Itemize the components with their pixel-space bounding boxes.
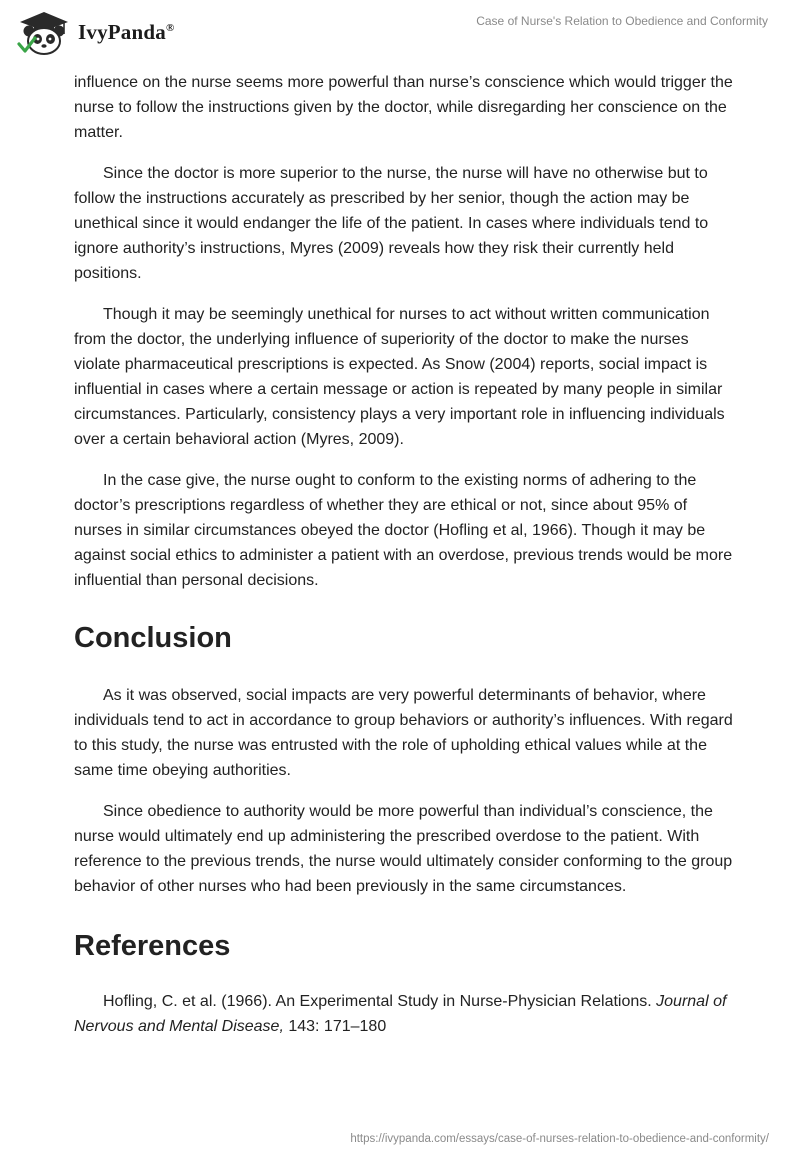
conclusion-heading: Conclusion: [74, 622, 232, 654]
source-url[interactable]: https://ivypanda.com/essays/case-of-nurses-relation-to-obedience-and-conformity/: [350, 1133, 769, 1145]
body-paragraph: Though it may be seemingly unethical for nurses to act without written communication from the doctor, the underlying influence of superiority of the doctor to make the nurses violate pharmaceutical prescriptions is expected. As Snow (2004) reports, social impact is influential in cases where a certain message or action is repeated by many people in similar circumstances. Particularly, consistency plays a very important role in influencing individuals over a certain behavioral action (Myres, 2009).: [74, 306, 725, 448]
essay-content: [74, 70, 734, 1039]
body-paragraph: In the case give, the nurse ought to conform to the existing norms of adhering to the doctor’s prescriptions regardless of whether they are ethical or not, since about 95% of nurses in similar circumstances obeyed the doctor (Hofling et al, 1966). Though it may be against social ethics to administer a patient with an overdose, previous trends would be more influential than personal decisions.: [74, 472, 733, 589]
document-title: Case of Nurse's Relation to Obedience and Conformity: [476, 14, 768, 28]
conclusion-paragraph: Since obedience to authority would be more powerful than individual’s conscience, the nurse would ultimately end up administering the prescribed overdose to the patient. With reference to the previous trends, the nurse would ultimately consider conforming to the group behavior of other nurses who had been previously in the same circumstances.: [74, 803, 733, 895]
page-header: [0, 0, 800, 64]
conclusion-paragraph: As it was observed, social impacts are very powerful determinants of behavior, where individuals tend to act in accordance to group behaviors or authority’s influences. With regard to this study, the nurse was entrusted with the role of upholding ethical values while at the same time obeying authorities.: [74, 687, 733, 779]
body-paragraph: Since the doctor is more superior to the nurse, the nurse will have no otherwise but to follow the instructions accurately as prescribed by her senior, though the action may be unethical since it would endanger the life of the patient. In cases where individuals tend to ignore authority’s instructions, Myres (2009) reveals how they risk their currently held positions.: [74, 165, 709, 282]
reference-entry: Hofling, C. et al. (1966). An Experimental Study in Nurse-Physician Relations. Journal of Nervous and Mental Disease, 143: 171–180: [74, 993, 727, 1035]
references-heading: References: [74, 930, 231, 962]
body-paragraph: influence on the nurse seems more powerful than nurse’s conscience which would trigger the nurse to follow the instructions given by the doctor, while disregarding her conscience on the matter.: [74, 74, 733, 141]
brand-name[interactable]: IvyPanda®: [78, 20, 175, 44]
